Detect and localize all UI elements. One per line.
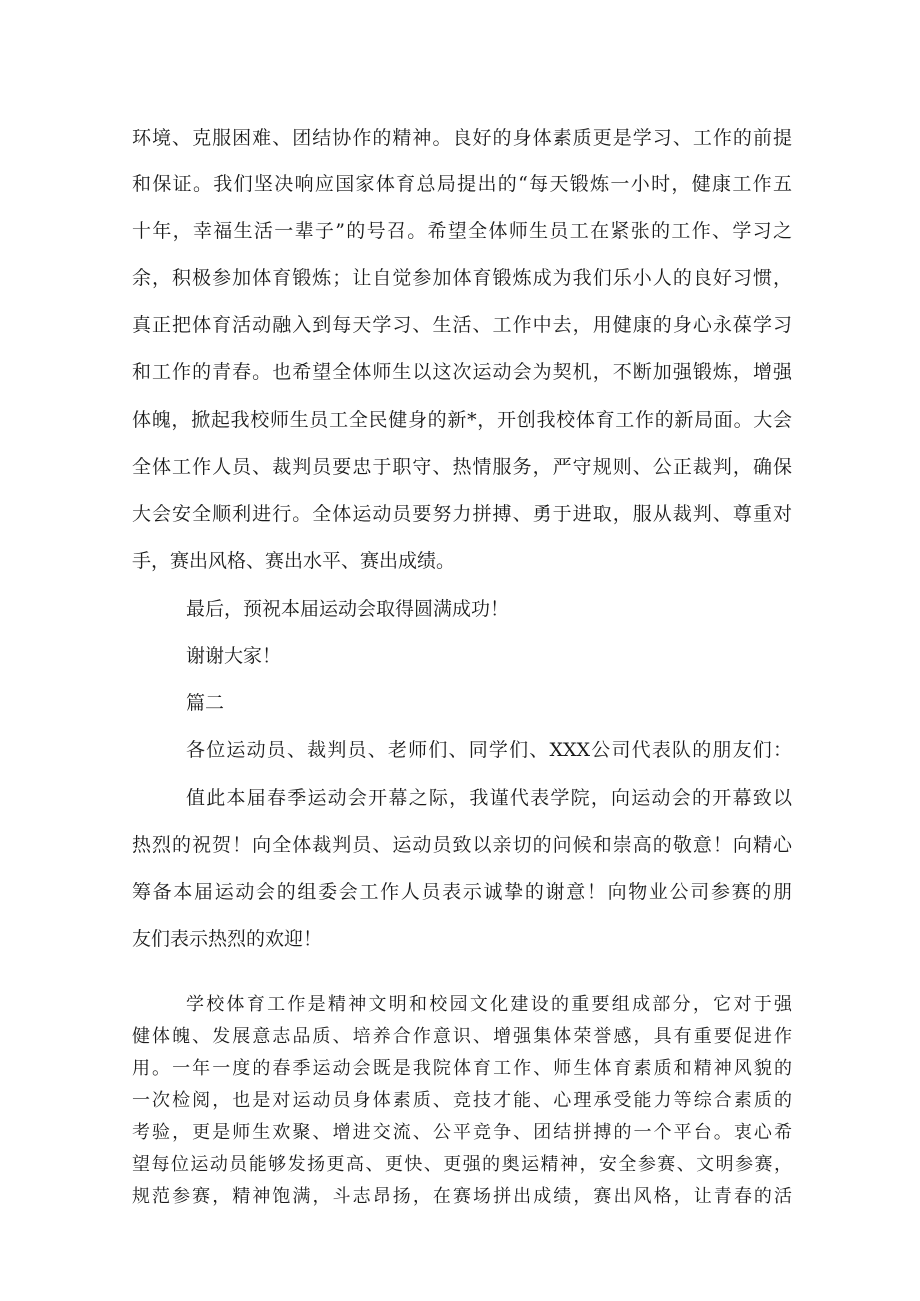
paragraph-line: 体魄，掀起我校师生员工全民健身的新*，开创我校体育工作的新局面。大会 (132, 409, 792, 431)
paragraph-line: 手，赛出风格、赛出水平、赛出成绩。 (132, 550, 456, 572)
section-heading: 篇二 (186, 692, 225, 714)
paragraph-line: 学校体育工作是精神文明和校园文化建设的重要组成部分，它对于强 (186, 994, 792, 1015)
paragraph-line: 真正把体育活动融入到每天学习、生活、工作中去，用健康的身心永葆学习 (132, 314, 792, 336)
paragraph-line: 望每位运动员能够发扬更高、更快、更强的奥运精神，安全参赛、文明参赛， (132, 1154, 792, 1175)
paragraph-line: 十年，幸福生活一辈子”的号召。希望全体师生员工在紧张的工作、学习之 (132, 220, 792, 242)
paragraph-line: 环境、克服困难、团结协作的精神。良好的身体素质更是学习、工作的前提 (132, 127, 792, 149)
closing-wish: 最后，预祝本届运动会取得圆满成功！ (186, 598, 510, 620)
paragraph-line: 全体工作人员、裁判员要忠于职守、热情服务，严守规则、公正裁判，确保 (132, 456, 792, 478)
paragraph-line: 一次检阅，也是对运动员身体素质、竞技才能、心理承受能力等综合素质的 (132, 1090, 792, 1111)
paragraph-line: 用。一年一度的春季运动会既是我院体育工作、师生体育素质和精神风貌的 (132, 1058, 792, 1079)
paragraph-line: 筹备本届运动会的组委会工作人员表示诚挚的谢意！向物业公司参赛的朋 (132, 881, 792, 903)
paragraph-line: 规范参赛，精神饱满，斗志昂扬，在赛场拼出成绩，赛出风格，让青春的活 (132, 1186, 792, 1207)
paragraph-line: 考验，更是师生欢聚、增进交流、公平竞争、团结拼搏的一个平台。衷心希 (132, 1122, 792, 1143)
paragraph-line: 值此本届春季运动会开幕之际，我谨代表学院，向运动会的开幕致以 (186, 787, 792, 809)
paragraph-line: 热烈的祝贺！向全体裁判员、运动员致以亲切的问候和崇高的敬意！向精心 (132, 834, 792, 856)
thanks-line: 谢谢大家！ (186, 645, 282, 667)
paragraph-line: 大会安全顺利进行。全体运动员要努力拼搏、勇于进取，服从裁判、尊重对 (132, 503, 792, 525)
paragraph-line: 和工作的青春。也希望全体师生以这次运动会为契机，不断加强锻炼，增强 (132, 361, 792, 383)
paragraph-line: 余，积极参加体育锻炼；让自觉参加体育锻炼成为我们乐小人的良好习惯， (132, 267, 792, 289)
paragraph-line: 和保证。我们坚决响应国家体育总局提出的“每天锻炼一小时，健康工作五 (132, 173, 792, 195)
paragraph-line: 友们表示热烈的欢迎！ (132, 928, 323, 950)
salutation: 各位运动员、裁判员、老师们、同学们、XXX公司代表队的朋友们： (186, 739, 792, 761)
paragraph-line: 健体魄、发展意志品质、培养合作意识、增强集体荣誉感，具有重要促进作 (132, 1026, 792, 1047)
